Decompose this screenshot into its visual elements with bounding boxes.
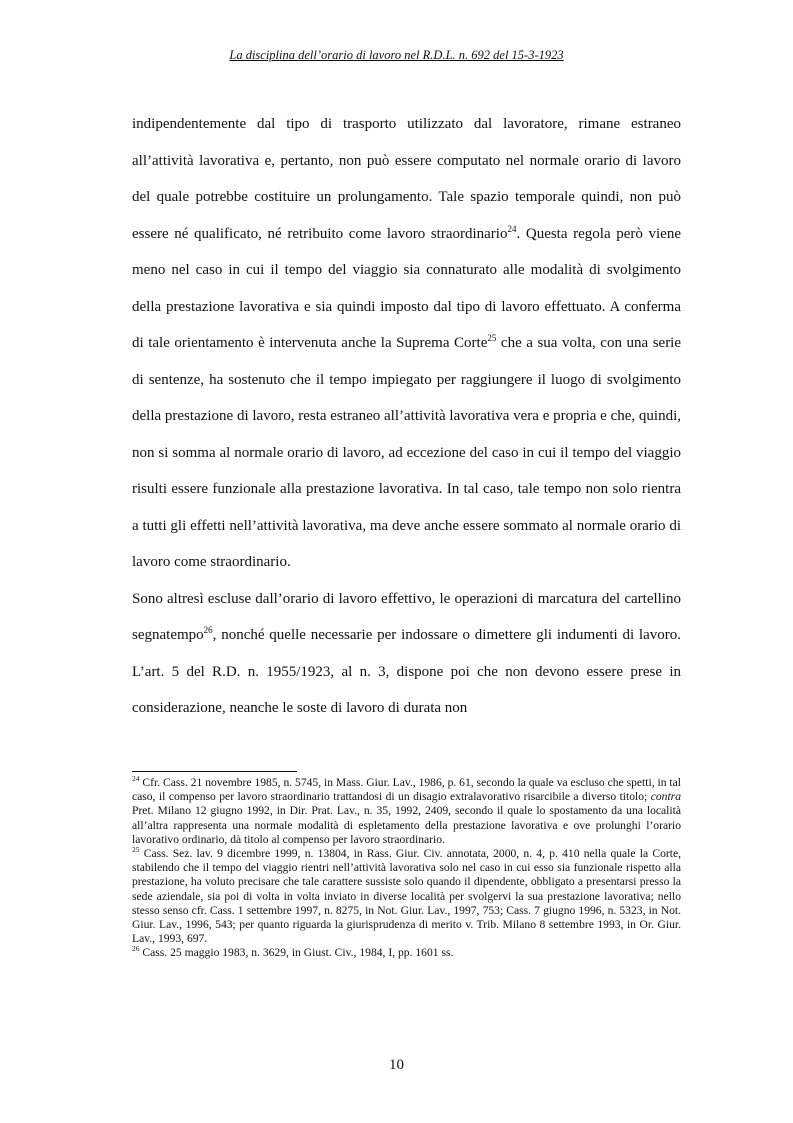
footnote-24-text-a: Cfr. Cass. 21 novembre 1985, n. 5745, in Mass. Giur. Lav., 1986, p. 61, secondo la quale va escluso che spetti, in tal caso, il compenso per lavoro straordinario trattandosi di un disagio extralavorativo risarcibile a diverso titolo; xyxy=(132,776,681,804)
footnote-24-text-b: Pret. Milano 12 giugno 1992, in Dir. Prat. Lav., n. 35, 1992, 2409, secondo il quale lo spostamento da una località all’altra rappresenta una normale modalità di espletamento della prestazione lavorativa e ove prolunghi l’orario lavorativo ordinario, dà titolo al compenso per lavoro straordinario. xyxy=(132,804,681,846)
paragraph-1-text-c: che a sua volta, con una serie di sentenze, ha sostenuto che il tempo impiegato per raggiungere il luogo di svolgimento della prestazione di lavoro, resta estraneo all’attività lavorativa vera e propria e che, quindi, non si somma al normale orario di lavoro, ad eccezione del caso in cui il tempo del viaggio risulti essere funzionale alla prestazione lavorativa. In tal caso, tale tempo non solo rientra a tutti gli effetti nell’attività lavorativa, ma deve anche essere sommato al normale orario di lavoro come straordinario. xyxy=(132,335,682,570)
footnote-26-number: 26 xyxy=(132,944,140,954)
footnote-ref-26[interactable]: 26 xyxy=(203,625,213,635)
footnote-26-text: Cass. 25 maggio 1983, n. 3629, in Giust. Civ., 1984, I, pp. 1601 ss. xyxy=(139,946,454,960)
footnote-ref-24[interactable]: 24 xyxy=(507,223,517,234)
running-header xyxy=(0,48,793,63)
footnote-26 xyxy=(132,946,681,960)
paragraph-1-text-a: indipendentemente dal tipo di trasporto utilizzato dal lavoratore, rimane estraneo all’attività lavorativa e, pertanto, non può essere computato nel normale orario di lavoro del quale potrebbe costituire un prolungamento. Tale spazio temporale quindi, non può essere né qualificato, né retribuito come lavoro straordinario xyxy=(132,116,681,242)
page-number: 10 xyxy=(389,1057,404,1073)
footnote-25-number: 25 xyxy=(132,845,140,855)
footnote-24-italic: contra xyxy=(650,790,681,804)
paragraph-2-text-b: , nonché quelle necessarie per indossare o dimettere gli indumenti di lavoro. L’art. 5 del R.D. n. 1955/1923, al n. 3, dispone poi che non devono essere prese in considerazione, neanche le soste di lavoro di durata non xyxy=(132,627,681,716)
footnote-24-number: 24 xyxy=(132,774,140,784)
footnote-25 xyxy=(132,847,681,946)
footnote-separator xyxy=(132,771,297,772)
paragraph-2 xyxy=(132,581,681,727)
footnotes xyxy=(132,776,681,961)
footnote-ref-25[interactable]: 25 xyxy=(487,333,497,343)
paragraph-1 xyxy=(132,106,681,581)
running-header-title: La disciplina dell’orario di lavoro nel R.D.L. n. 692 del 15-3-1923 xyxy=(229,48,564,62)
body-text xyxy=(132,106,681,727)
paragraph-1-text-b: . Questa regola però viene meno nel caso in cui il tempo del viaggio sia connaturato alle modalità di svolgimento della prestazione lavorativa e sia quindi imposto dal tipo di lavoro effettuato. A conferma di tale orientamento è intervenuta anche la Suprema Corte xyxy=(132,225,681,351)
footnote-25-text: Cass. Sez. lav. 9 dicembre 1999, n. 13804, in Rass. Giur. Civ. annotata, 2000, n. 4, p. 410 nella quale la Corte, stabilendo che il tempo del viaggio rientri nell’attività lavorativa solo nel caso in cui esso sia funzionale rispetto alla prestazione, ha voluto precisare che tale carattere sussiste solo quando il dipendente, obbligato a presentarsi presso la sede aziendale, sia poi di volta in volta inviato in diverse località per svolgervi la sua prestazione lavorativa; nello stesso senso cfr. Cass. 1 settembre 1997, n. 8275, in Not. Giur. Lav., 1997, 753; Cass. 7 giugno 1996, n. 5323, in Not. Giur. Lav., 1996, 543; per quanto riguarda la giurisprudenza di merito v. Trib. Milano 8 settembre 1993, in Or. Giur. Lav., 1993, 697. xyxy=(132,847,681,946)
paragraph-2-text-a: Sono altresì escluse dall’orario di lavoro effettivo, le operazioni di marcatura del cartellino segnatempo xyxy=(132,590,681,643)
footnote-24 xyxy=(132,776,681,847)
